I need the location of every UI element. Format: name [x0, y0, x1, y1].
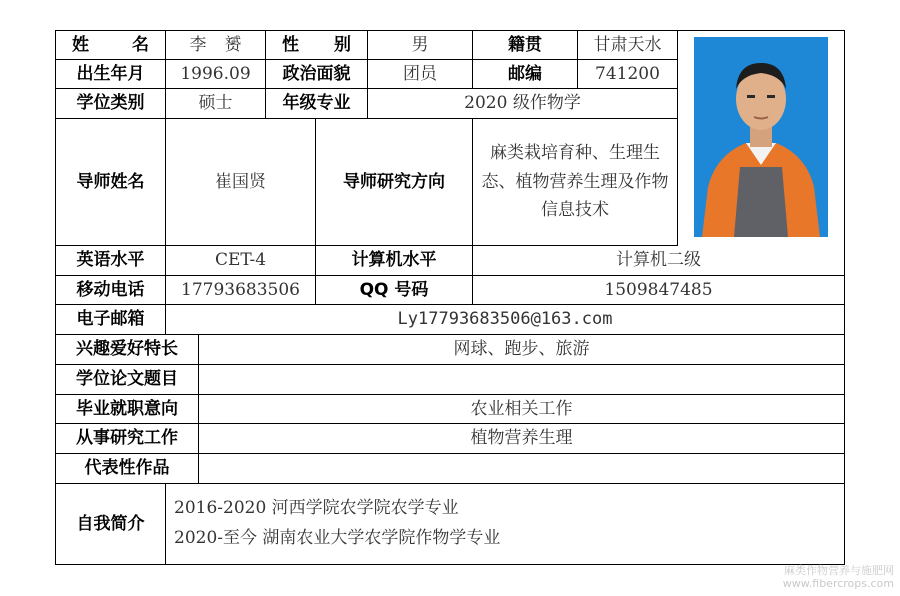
name-label: [56, 31, 166, 60]
hobby-value: 网球、跑步、旅游: [199, 335, 844, 365]
self-intro-value: [166, 484, 844, 564]
gender-value: 男: [368, 31, 473, 60]
birth-value: 1996.09: [166, 60, 266, 89]
advisor-label: 导师姓名: [56, 119, 166, 246]
advisor-value: 崔国贤: [166, 119, 316, 246]
thesis-title-label: 学位论文题目: [56, 365, 199, 395]
postcode-label: 邮编: [473, 60, 578, 89]
gender-label-char-1: 性: [282, 34, 299, 55]
qq-value: 1509847485: [473, 276, 844, 305]
qq-label: QQ 号码: [316, 276, 473, 305]
postcode-value: 741200: [578, 60, 678, 89]
gender-label: [266, 31, 368, 60]
mobile-value: 17793683506: [166, 276, 316, 305]
email-value: Ly17793683506@163.com: [166, 305, 844, 335]
research-work-value: 植物营养生理: [199, 424, 844, 454]
mobile-label: 移动电话: [56, 276, 166, 305]
self-intro-label: 自我简介: [56, 484, 166, 564]
career-intent-value: 农业相关工作: [199, 395, 844, 424]
name-label-char-1: 姓: [72, 34, 89, 55]
degree-value: 硕士: [166, 89, 266, 119]
gender-label-char-2: 别: [334, 34, 351, 55]
english-level-value: CET-4: [166, 246, 316, 276]
grade-major-label: 年级专业: [266, 89, 368, 119]
computer-level-label: 计算机水平: [316, 246, 473, 276]
computer-level-value: 计算机二级: [473, 246, 844, 276]
student-photo: [694, 37, 828, 237]
representative-works-label: 代表性作品: [56, 454, 199, 484]
native-place-value: 甘肃天水: [578, 31, 678, 60]
degree-label: 学位类别: [56, 89, 166, 119]
research-work-label: 从事研究工作: [56, 424, 199, 454]
email-label: 电子邮箱: [56, 305, 166, 335]
name-value: [166, 31, 266, 60]
hobby-label: 兴趣爱好特长: [56, 335, 199, 365]
political-status-label: 政治面貌: [266, 60, 368, 89]
birth-label: 出生年月: [56, 60, 166, 89]
name-value-char-1: 李: [189, 34, 207, 55]
self-intro-line-2: 2020-至今 湖南农业大学农学院作物学专业: [174, 528, 501, 548]
name-value-char-2: 赟: [224, 34, 242, 55]
career-intent-label: 毕业就职意向: [56, 395, 199, 424]
grade-major-value: 2020 级作物学: [368, 89, 678, 119]
watermark-line-1: 麻类作物营养与施肥网: [784, 563, 894, 577]
political-status-value: 团员: [368, 60, 473, 89]
watermark-line-2: www.fibercrops.com: [782, 576, 894, 590]
thesis-title-value: [199, 365, 844, 395]
watermark: [783, 564, 894, 590]
representative-works-value: [199, 454, 844, 484]
advisor-research-value: 麻类栽培育种、生理生态、植物营养生理及作物信息技术: [473, 119, 678, 246]
native-place-label: 籍贯: [473, 31, 578, 60]
name-label-char-2: 名: [132, 34, 149, 55]
self-intro-line-1: 2016-2020 河西学院农学院农学专业: [174, 498, 459, 519]
english-level-label: 英语水平: [56, 246, 166, 276]
advisor-research-label: 导师研究方向: [316, 119, 473, 246]
student-info-form: [55, 30, 845, 565]
portrait-illustration: [694, 37, 828, 237]
